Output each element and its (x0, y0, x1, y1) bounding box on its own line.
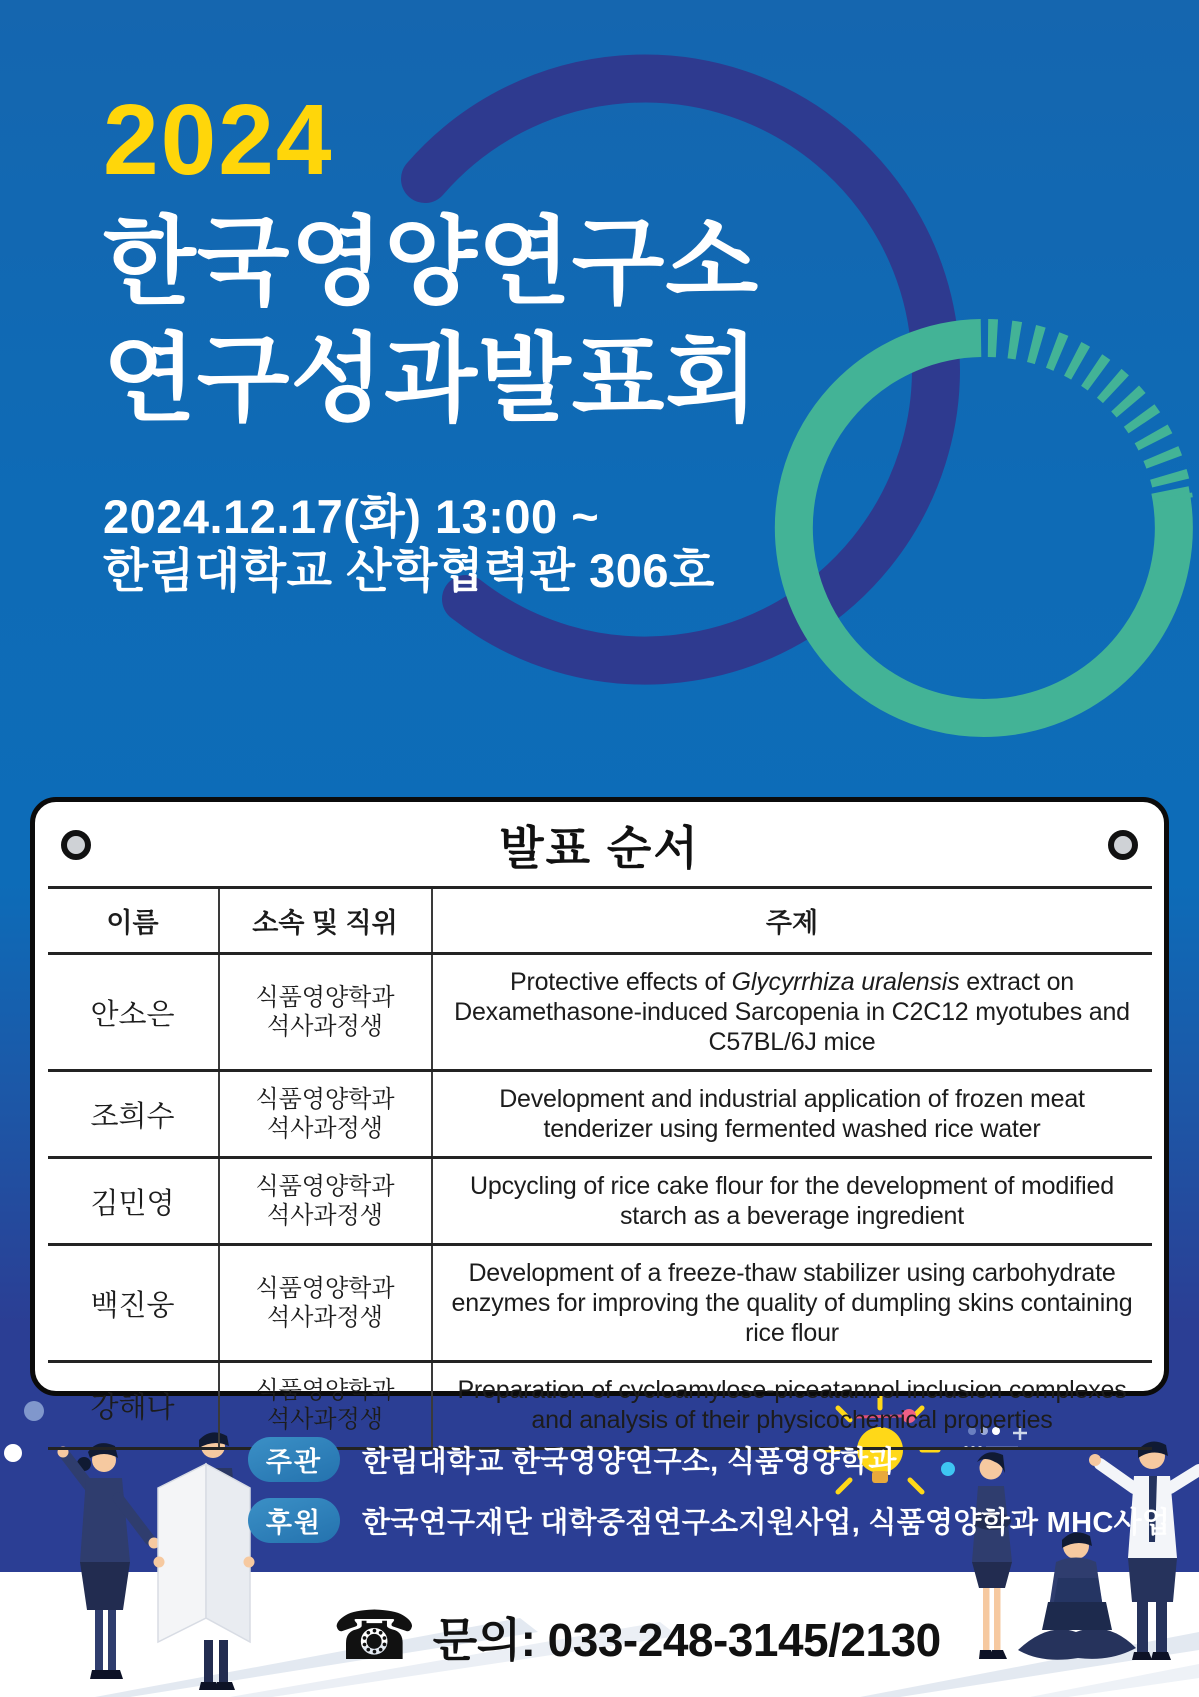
hero (103, 84, 760, 598)
sponsor-badge: 후원 (248, 1498, 340, 1543)
poster-title-line1: 한국영양연구소 (103, 209, 760, 316)
contact-line (332, 1597, 941, 1676)
event-venue: 한림대학교 산학협력관 306호 (103, 544, 715, 598)
person-woman-crossed-arms (972, 1452, 1012, 1659)
presentation-topic: Development of a freeze-thaw stabilizer using carbohydrate enzymes for improving the quality of dumpling skins containing rice flour (451, 1259, 1133, 1347)
poster-title-line2: 연구성과발표회 (103, 326, 760, 434)
presenter-affiliation: 식품영양학과 석사과정생 (219, 1245, 432, 1362)
presenter-affiliation: 식품영양학과 석사과정생 (219, 1158, 432, 1245)
schedule-title: 발표 순서 (499, 822, 700, 874)
sponsor-text: 한국연구재단 대학중점연구소지원사업, 식품영양학과 MHC사업 (362, 1507, 1171, 1539)
hole-punch-left (61, 830, 91, 860)
host-text: 한림대학교 한국영양연구소, 식품영양학과 (362, 1446, 897, 1478)
table-row (48, 1071, 1152, 1158)
host-row (248, 1437, 897, 1482)
column-header-topic: 주제 (765, 908, 819, 938)
column-header-name: 이름 (48, 888, 219, 954)
teal-ring-dashed-arc (988, 338, 1174, 500)
table-row (48, 1158, 1152, 1245)
table-row (48, 1245, 1152, 1362)
table-row (48, 954, 1152, 1071)
presenter-name: 조희수 (48, 1071, 219, 1158)
phone-icon: ☎ (332, 1597, 417, 1676)
contact-text: 문의: 033-248-3145/2130 (432, 1614, 941, 1666)
teal-ring-solid-arc (794, 338, 1174, 718)
sponsor-row (248, 1498, 1170, 1543)
presentation-topic: Preparation of cycloamylose-piceatannol inclusion complexes and analysis of their physicochemical properties (457, 1376, 1127, 1434)
presenter-name: 김민영 (48, 1158, 219, 1245)
schedule-table (48, 886, 1152, 1450)
presenter-name: 안소은 (48, 954, 219, 1071)
presentation-topic: Upcycling of rice cake flour for the development of modified starch as a beverage ingredient (470, 1172, 1114, 1230)
event-datetime: 2024.12.17(화) 13:00 ~ (103, 490, 600, 544)
host-badge: 주관 (248, 1437, 340, 1482)
presentation-topic: Protective effects of Glycyrrhiza uralensis extract on Dexamethasone-induced Sarcopenia in C2C12 myotubes and C57BL/6J mice (454, 968, 1130, 1056)
person-man-reading (154, 1432, 255, 1690)
person-woman-gesturing (58, 1443, 160, 1679)
presenter-affiliation: 식품영양학과 석사과정생 (219, 1362, 432, 1449)
schedule-card (30, 797, 1169, 1434)
year-heading: 2024 (103, 84, 334, 196)
presenter-affiliation: 식품영양학과 석사과정생 (219, 954, 432, 1071)
presentation-topic: Development and industrial application of frozen meat tenderizer using fermented washed rice water (499, 1085, 1085, 1143)
presenter-name: 강해나 (48, 1362, 219, 1449)
table-header-row (48, 888, 1152, 954)
hole-punch-right (1108, 830, 1138, 860)
person-man-laptop (1018, 1532, 1136, 1659)
presenter-affiliation: 식품영양학과 석사과정생 (219, 1071, 432, 1158)
presenter-name: 백진웅 (48, 1245, 219, 1362)
column-header-affiliation: 소속 및 직위 (219, 888, 432, 954)
table-row (48, 1362, 1152, 1449)
